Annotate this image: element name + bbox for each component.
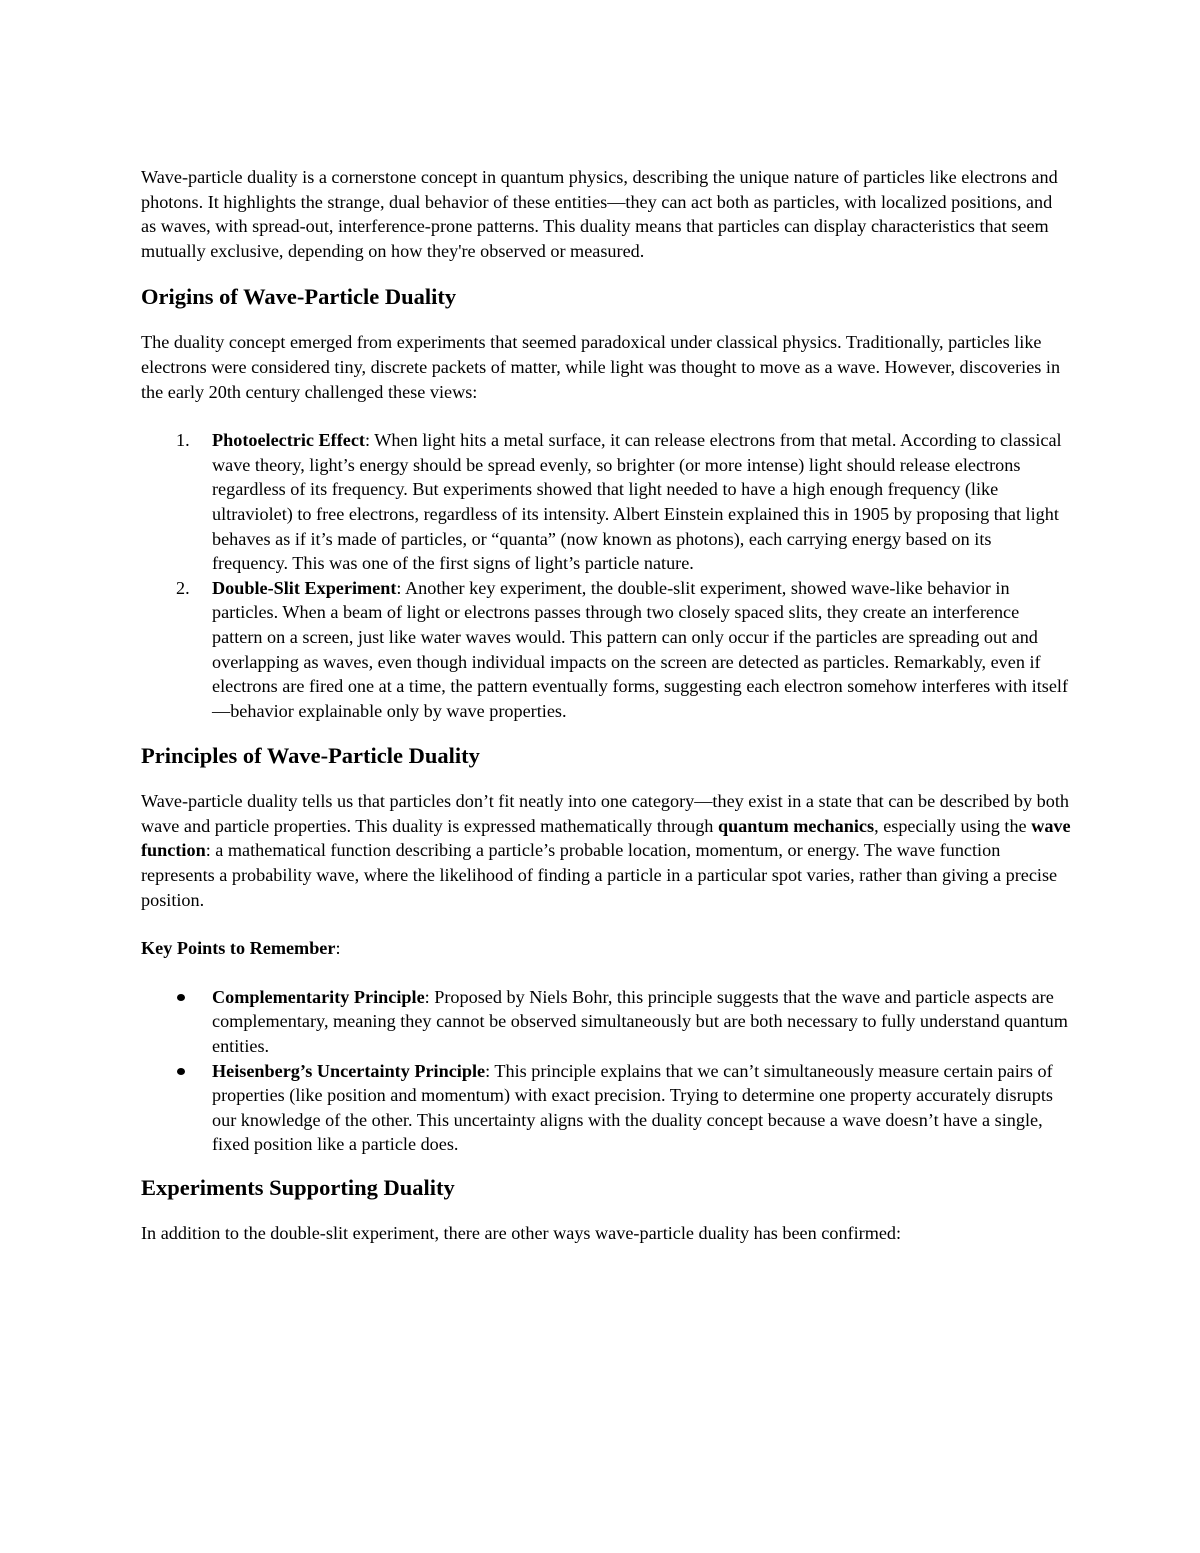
- list-item-text: : When light hits a metal surface, it can release electrons from that metal. According to classical wave theory, light’s energy should be spread evenly, so brighter (or more intense) light should release electrons regardless of its frequency. But experiments showed that light needed to have a high enough frequency (like ultraviolet) to free electrons, regardless of its intensity. Albert Einstein explained this in 1905 by proposing that light behaves as if it’s made of particles, or “quanta” (now known as photons), each carrying energy based on its frequency. This was one of the first signs of light’s particle nature.: [212, 430, 1062, 574]
- list-number: 1.: [176, 430, 190, 451]
- principles-bold-term: wave function: [141, 815, 1071, 861]
- principles-text-part: , especially using the: [874, 815, 1032, 836]
- origins-paragraph: The duality concept emerged from experiments that seemed paradoxical under classical physics. Traditionally, particles like electrons were considered tiny, discrete packets of matter, while light was thought to move as a wave. However, discoveries in the early 20th century challenged these views:: [141, 332, 1061, 402]
- list-item-term: Complementarity Principle: [212, 986, 425, 1007]
- list-item-term: Heisenberg’s Uncertainty Principle: [212, 1060, 486, 1081]
- list-item-term: Photoelectric Effect: [212, 430, 365, 451]
- key-points-bullet-list: [141, 985, 1071, 1157]
- list-number: 2.: [176, 577, 190, 598]
- intro-paragraph: Wave-particle duality is a cornerstone concept in quantum physics, describing the unique nature of particles like electrons and photons. It highlights the strange, dual behavior of these entities—they can act both as particles, with localized positions, and as waves, with spread-out, interference-prone patterns. This duality means that particles can display characteristics that seem mutually exclusive, depending on how they're observed or measured.: [141, 167, 1058, 261]
- list-item-term: Double-Slit Experiment: [212, 577, 397, 598]
- key-points-label: [141, 936, 1071, 961]
- bullet-icon: [177, 1068, 185, 1075]
- principles-text-part: : a mathematical function describing a particle’s probable location, momentum, or energy. The wave function represents a probability wave, where the likelihood of finding a particle in a particular spot varies, rather than giving a precise position.: [141, 840, 1058, 910]
- experiments-heading: Experiments Supporting Duality: [141, 1175, 455, 1200]
- principles-paragraph: [141, 789, 1071, 912]
- list-item: [141, 1059, 1071, 1157]
- list-item-text: : Proposed by Niels Bohr, this principle suggests that the wave and particle aspects are complementary, meaning they cannot be observed simultaneously but are both necessary to fully understand quantum entities.: [212, 986, 1068, 1057]
- principles-bold-term: quantum mechanics: [717, 815, 875, 836]
- list-item: [141, 576, 1071, 724]
- origins-heading: Origins of Wave-Particle Duality: [141, 284, 457, 310]
- principles-heading: Principles of Wave-Particle Duality: [141, 743, 480, 769]
- list-item: [141, 428, 1071, 576]
- list-item: [141, 985, 1071, 1059]
- principles-text-part: Wave-particle duality tells us that particles don’t fit neatly into one category—they exist in a state that can be described by both wave and particle properties. This duality is expressed mathematically through: [141, 791, 1069, 836]
- origins-numbered-list: [141, 428, 1071, 723]
- document-page: [141, 165, 1071, 1246]
- list-item-text: : Another key experiment, the double-slit experiment, showed wave-like behavior in particles. When a beam of light or electrons passes through two closely spaced slits, they create an interference pattern on a screen, just like water waves would. This pattern can only occur if the particles are spreading out and overlapping as waves, even though individual impacts on the screen are detected as particles. Remarkably, even if electrons are fired one at a time, the pattern eventually forms, suggesting each electron somehow interferes with itself—behavior explainable only by wave properties.: [212, 577, 1069, 721]
- bullet-icon: [177, 994, 185, 1001]
- key-points-title: Key Points to Remember: [141, 938, 336, 959]
- experiments-paragraph: In addition to the double-slit experiment, there are other ways wave-particle duality has been confirmed:: [141, 1223, 902, 1243]
- list-item-text: : This principle explains that we can’t simultaneously measure certain pairs of properties (like position and momentum) with exact precision. Trying to determine one property accurately disrupts our knowledge of the other. This uncertainty aligns with the duality concept because a wave doesn’t have a single, fixed position like a particle does.: [212, 1060, 1053, 1155]
- key-points-colon: :: [335, 938, 341, 959]
